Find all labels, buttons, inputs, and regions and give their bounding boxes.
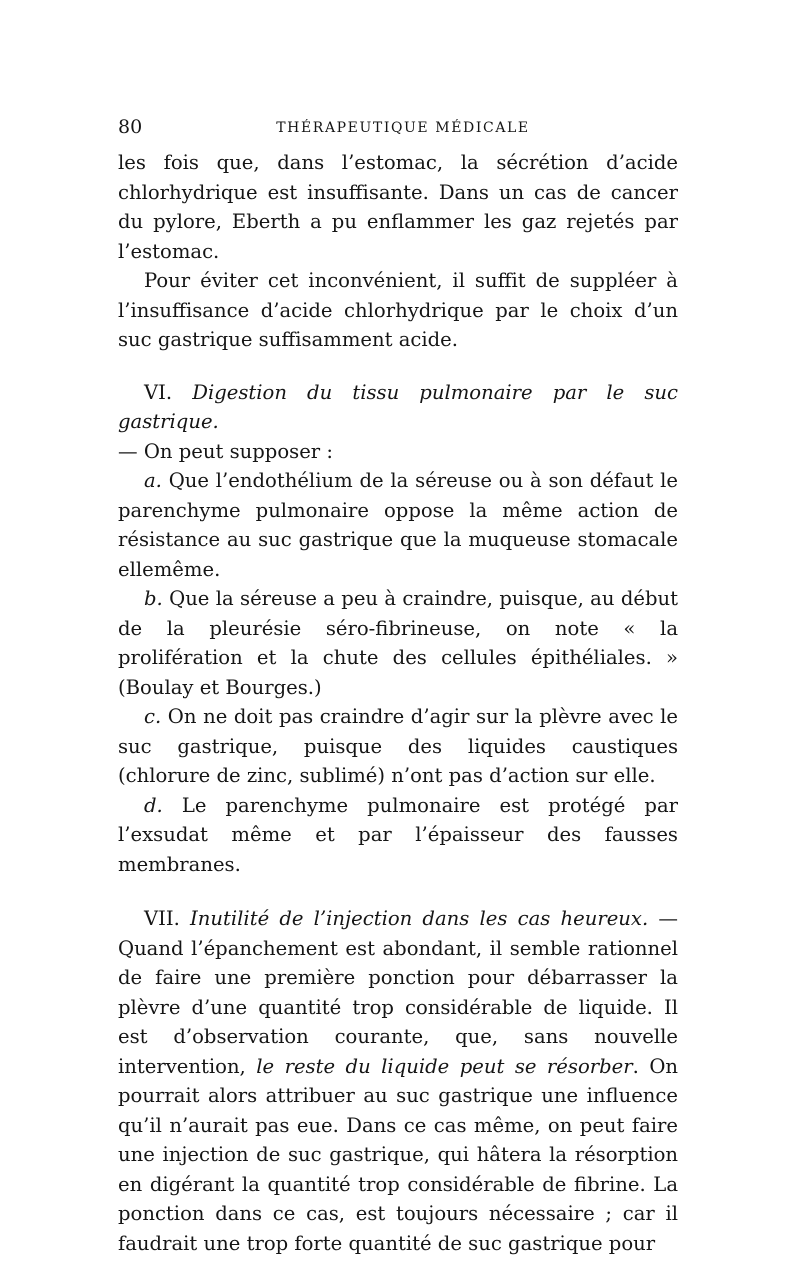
section-7-text-b: . On pourrait alors attribuer au suc gastrique une influence qu’il n’aurait pas eue. Dans ce cas même, on peut faire une injection de suc gastrique, qui hâtera la résorption en digérant la quantité trop considérable de fibrine. La ponction dans ce cas, est toujours nécessaire ; car il faudrait une trop forte quantité de suc gastrique pour — [118, 1054, 678, 1255]
section-7-paragraph — [118, 904, 678, 1258]
list-item-b — [118, 584, 678, 702]
list-item-c — [118, 702, 678, 791]
section-gap — [118, 879, 678, 904]
item-marker-c: c. — [144, 705, 162, 728]
section-6-title: Digestion du tissu pulmonaire par le suc gastrique. — [118, 380, 679, 433]
section-gap — [118, 355, 678, 378]
section-6-lead: — On peut supposer : — [118, 439, 333, 463]
section-7-number: VII. — [144, 907, 180, 930]
item-marker-b: b. — [144, 587, 163, 610]
item-text-a: Que l’endothélium de la séreuse ou à son défaut le parenchyme pulmonaire oppose la même action de résistance au suc gastrique que la muqueuse stomacale ellemême. — [118, 469, 678, 581]
section-6-heading — [118, 378, 678, 437]
running-title: THÉRAPEUTIQUE MÉDICALE — [276, 120, 530, 136]
section-7-title: Inutilité de l’injection dans les cas heureux. — [190, 907, 649, 930]
item-text-b: Que la séreuse a peu à craindre, puisque, au début de la pleurésie séro-fibrineuse, on note « la prolifération et la chute des cellules épithéliales. » (Boulay et Bourges.) — [118, 587, 678, 699]
item-marker-a: a. — [144, 469, 162, 492]
paragraph-1: les fois que, dans l’estomac, la sécrétion d’acide chlorhydrique est insuffisante. Dans un cas de cancer du pylore, Eberth a pu enflammer les gaz rejetés par l’estomac. — [118, 151, 678, 263]
section-7-italic-phrase: le reste du liquide peut se résorber — [256, 1054, 633, 1078]
item-text-c: On ne doit pas craindre d’agir sur la plèvre avec le suc gastrique, puisque des liquides caustiques (chlorure de zinc, sublimé) n’ont pas d’action sur elle. — [118, 705, 678, 787]
section-7-text-a: — Quand l’épanchement est abondant, il semble rationnel de faire une première ponction pour débarrasser la plèvre d’une quantité trop considérable de liquide. Il est d’observation courante, que, sans nouvelle intervention, — [118, 907, 678, 1078]
list-item-d — [118, 791, 678, 880]
item-marker-d: d. — [144, 793, 163, 817]
section-6-number: VI. — [144, 380, 173, 404]
body-text — [118, 148, 678, 1258]
page-header — [118, 116, 678, 144]
list-item-a — [118, 466, 678, 584]
page-number: 80 — [118, 116, 143, 138]
paragraph-2: Pour éviter cet inconvénient, il suffit de suppléer à l’insuffisance d’acide chlorhydrique par le choix d’un suc gastrique suffisamment acide. — [118, 269, 678, 351]
item-text-d: Le parenchyme pulmonaire est protégé par l’exsudat même et par l’épaisseur des fausses membranes. — [118, 793, 679, 876]
